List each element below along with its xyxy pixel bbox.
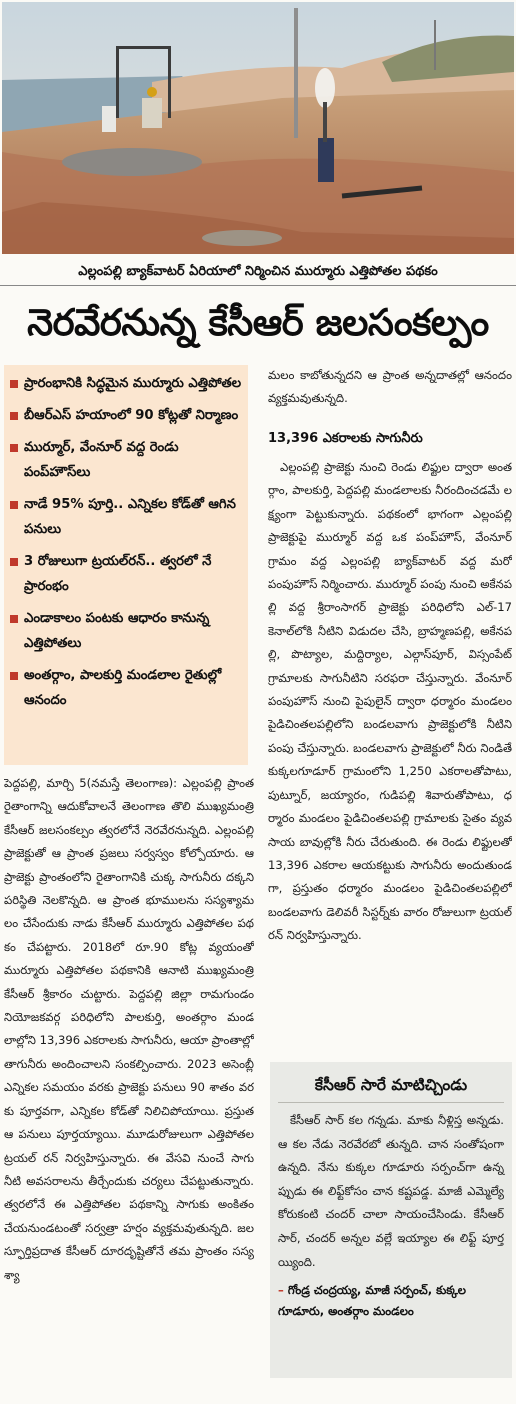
highlight-item: ఎండాకాలం పంటకు ఆధారం కానున్న ఎత్తిపోతలు (10, 606, 242, 656)
highlight-item: ముర్మూర్, వేంనూర్ వద్ద రెండు పంప్‌హౌస్‌లు (10, 435, 242, 485)
highlight-item: బీఆర్‌ఎస్ హయాంలో 90 కోట్లతో నిర్మాణం (10, 403, 242, 428)
photo-caption: ఎల్లంపల్లి బ్యాక్‌వాటర్ ఏరియాలో నిర్మించిన ముర్మూరు ఎత్తిపోతల పథకం (0, 258, 516, 286)
bullet-icon (10, 672, 18, 680)
subheading: 13,396 ఎకరాలకు సాగునీరు (268, 431, 423, 446)
quote-attribution (278, 1280, 504, 1322)
highlight-item: 3 రోజులుగా ట్రయల్‌రన్.. త్వరలో నే ప్రారంభం (10, 549, 242, 599)
quote-title: కేసీఆర్ సారే మాటిచ్చిండు (278, 1068, 504, 1103)
quote-attribution-text: గోండ్ర చంద్రయ్య, మాజీ సర్పంచ్, కుక్కల గూడూరు, అంతర్గాం మండలం (278, 1283, 466, 1319)
highlight-item: ప్రారంభానికి సిద్ధమైన ముర్మూరు ఎత్తిపోతల (10, 371, 242, 396)
quote-text: కేసీఆర్ సార్ కల గన్నడు. మాకు నీళ్లిస్త అన్నడు. ఆ కల నేడు నెరవేరబో తున్నది. చాన సంతోషంగా ఉన్నది. నేను కుక్కల గూడూరు సర్పంచ్‌గా ఉన్నప్పుడు ఈ లిఫ్ట్‌కోసం చాన కష్టపడ్డ. మాజీ ఎమ్మెల్యే కోరుకంటి చందర్ చాలా సాయంచేసిండు. కేసీఆర్ సార్, చందర్ అన్నల వల్లే ఇయ్యాల ఈ లిఫ్ట్ పూర్తయ్యింది. (278, 1113, 504, 1269)
quote-dash: – (278, 1283, 284, 1298)
bullet-icon (10, 558, 18, 566)
quote-box (270, 1062, 512, 1378)
article-body-right: ఎల్లంపల్లి ప్రాజెక్టు నుంచి రెండు లిఫ్టుల ద్వారా అంతర్గాం, పాలకుర్తి, పెద్దపల్లి మండలాలకు నీరందించడమే లక్ష్యంగా పెట్టుకున్నారు. పథకంలో భాగంగా ఎల్లంపల్లి ప్రాజెక్టుపై ముర్మూర్ వద్ద ఒక పంప్‌హౌస్, వేంనూర్ గ్రామం వద్ద ఎల్లంపల్లి బ్యాక్‌వాటర్ వద్ద మరో పంపుహౌస్ నిర్మించారు. ముర్మూర్ పంపు నుంచి అకేనపల్లి వద్ద శ్రీరాంసాగర్ ప్రాజెక్టు పరిధిలోని ఎల్-17 కెనాల్‌లోకి నీటిని విడుదల చేసి, బ్రాహ్మణపల్లి, అకేనపల్లి, పొట్యాల, మద్దిర్యాల, ఎల్గాస్‌పూర్, విస్సంపేట్ గ్రామాలకు సాగునీటిని సరఫరా చేస్తున్నారు. వేంనూర్ పంపుహౌస్ నుంచి పైపులైన్ ద్వారా ధర్మారం మండలం పైడిచింతలపల్లిలోని బండలవాగు ప్రాజెక్టులోకి నీటిని పంపు చేస్తున్నారు. బండలవాగు ప్రాజెక్టులో నీరు నిండితే కుక్కలగూడూర్ గ్రామంలోని 1,250 ఎకరాలతోపాటు, పుట్నూర్, జయ్యారం, గుడిపల్లి శివారుతోపాటు, ధర్మారం మండలం పైడిచింతలపల్లి గ్రామాలకు సైతం వ్యవసాయ బావుల్లోకి నీరు చేరుతుంది. ఈ రెండు లిఫ్టులతో 13,396 ఎకరాల ఆయకట్టుకు సాగునీరు అందుతుండగా, ప్రస్తుతం ధర్మారం మండలం పైడిచింతలపల్లిలో బండలవాగు డెలివరీ సిస్టర్న్‌కు వారం రోజులుగా ట్రయల్ రన్ నిర్వహిస్తున్నారు. (268, 460, 512, 943)
bullet-icon (10, 412, 18, 420)
article-body-left: పెద్దపల్లి, మార్చి 5(నమస్తే తెలంగాణ): ఎల్లంపల్లి ప్రాంత రైతాంగాన్ని ఆదుకోవాలనే తెలంగాణ తొలి ముఖ్యమంత్రి కేసీఆర్ జలసంకల్పం త్వరలోనే నెరవేరనున్నది. ఎల్లంపల్లి ప్రాజెక్టుతో ఆ ప్రాంత ప్రజలు సర్వస్వం కోల్పోయారు. ఆ ప్రాజెక్టు ప్రాంతంలోని రైతాంగానికి చుక్క సాగునీరు దక్కని పరిస్థితి నెలకొన్నది. ఆ ప్రాంత భూములను సస్యశ్యామలం చేసేందుకు నాడు కేసీఆర్ ముర్మూరు ఎత్తిపోతల పథకం చేపట్టారు. 2018లో రూ.90 కోట్ల వ్యయంతో ముర్మూరు ఎత్తిపోతల పథకానికి ఆనాటి ముఖ్యమంత్రి కేసీఆర్ శ్రీకారం చుట్టారు. పెద్దపల్లి జిల్లా రామగుండం నియోజకవర్గ పరిధిలోని పాలకుర్తి, అంతర్గాం మండలాల్లోని 13,396 ఎకరాలకు సాగునీరు, ఆయా ప్రాంతాల్లో తాగునీరు అందించాలని సంకల్పించారు. 2023 అసెంబ్లీ ఎన్నికల సమయం వరకు ప్రాజెక్టు పనులు 90 శాతం వరకు పూర్తవగా, ఎన్నికల కోడ్‌తో నిలిచిపోయాయి. ప్రస్తుత ఆ పనులు పూర్తయ్యాయి. మూడురోజులుగా ఎత్తిపోతల ట్రయల్ రన్ నిర్వహిస్తున్నారు. ఈ వేసవి నుంచే సాగు నీటి అవసరాలను తీర్చేందుకు చర్యలు చేపట్టుతున్నారు. త్వరలోనే ఈ ఎత్తిపోతల పథకాన్ని సాగుకు అంకితం చేయనుండటంతో సర్వత్రా హర్షం వ్యక్తమవుతున్నది. జలస్ఫూర్తిప్రదాత కేసీఆర్ దూరదృష్టితోనే తమ ప్రాంతం సస్యశ్యా (4, 776, 254, 1282)
headline: నెరవేరనున్న కేసీఆర్ జలసంకల్పం (27, 301, 489, 344)
bullet-icon (10, 444, 18, 452)
bullet-icon (10, 380, 18, 388)
bullet-icon (10, 615, 18, 623)
article-body-right-continued: మలం కాబోతున్నదని ఆ ప్రాంత అన్నదాతల్లో ఆనందం వ్యక్తమవుతున్నది. (268, 368, 512, 406)
highlight-item: నాడే 95% పూర్తి.. ఎన్నికల కోడ్‌తో ఆగిన పనులు (10, 492, 242, 542)
highlight-item: అంతర్గాం, పాలకుర్తి మండలాల రైతుల్లో ఆనందం (10, 663, 242, 713)
highlights-box (4, 365, 248, 765)
bullet-icon (10, 501, 18, 509)
news-photo (2, 2, 514, 254)
